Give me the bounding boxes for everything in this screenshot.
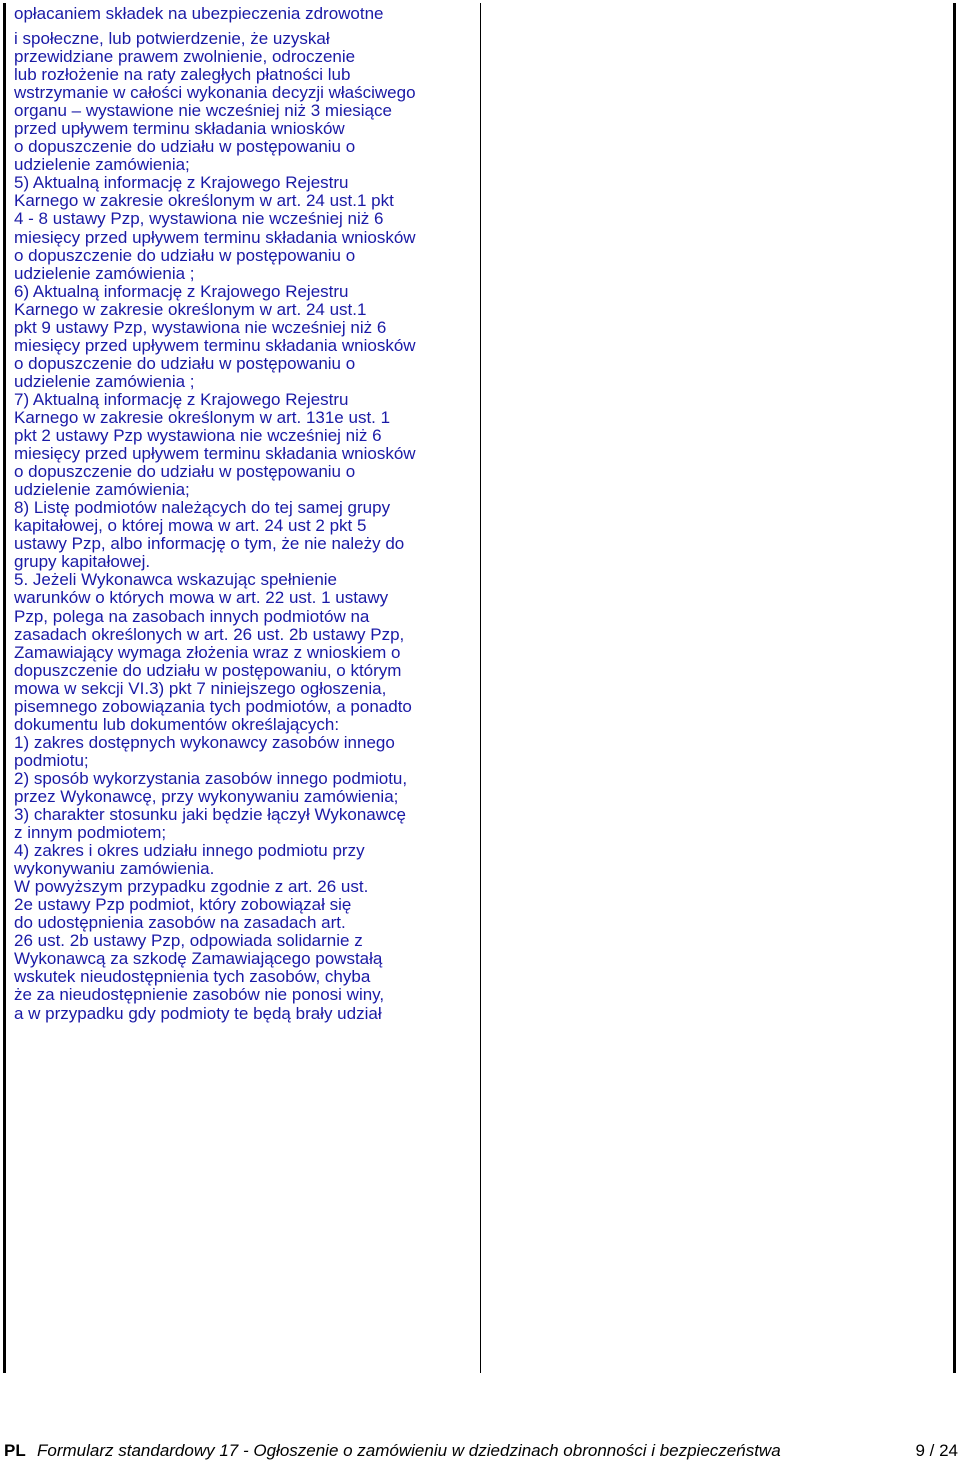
text-line: udzielenie zamówienia ; <box>14 371 195 391</box>
text-line: mowa w sekcji VI.3) pkt 7 niniejszego ogłoszenia, <box>14 678 387 698</box>
text-line: o dopuszczenie do udziału w postępowaniu o <box>14 353 356 373</box>
column-divider <box>480 3 481 1373</box>
text-line: przez Wykonawcę, przy wykonywaniu zamówienia; <box>14 786 399 806</box>
text-line: przed upływem terminu składania wniosków <box>14 119 345 139</box>
text-line: 7) Aktualną informację z Krajowego Rejestru <box>14 389 349 409</box>
first-text-line: opłacaniem składek na ubezpieczenia zdrowotne <box>14 4 384 23</box>
text-line: i społeczne, lub potwierdzenie, że uzyskał <box>14 29 330 48</box>
text-line: pisemnego zobowiązania tych podmiotów, a ponadto <box>14 696 412 716</box>
text-line: udzielenie zamówienia ; <box>14 263 195 283</box>
text-line: Zamawiający wymaga złożenia wraz z wnioskiem o <box>14 642 401 662</box>
text-line: kapitałowej, o której mowa w art. 24 ust 2 pkt 5 <box>14 516 367 536</box>
page-footer <box>4 1440 958 1462</box>
text-line: miesięcy przed upływem terminu składania wniosków <box>14 335 416 355</box>
text-line: 5. Jeżeli Wykonawca wskazując spełnienie <box>14 570 337 590</box>
text-line: zasadach określonych w art. 26 ust. 2b ustawy Pzp, <box>14 624 405 644</box>
footer-page-number: 9 / 24 <box>915 1441 958 1460</box>
footer-form-title: Formularz standardowy 17 - Ogłoszenie o zamówieniu w dziedzinach obronności i bezpieczeństwa <box>37 1441 781 1460</box>
text-line: 3) charakter stosunku jaki będzie łączył Wykonawcę <box>14 805 406 825</box>
text-line: miesięcy przed upływem terminu składania wniosków <box>14 444 416 464</box>
text-line: pkt 2 ustawy Pzp wystawiona nie wcześniej niż 6 <box>14 426 382 446</box>
text-line: organu – wystawione nie wcześniej niż 3 miesiące <box>14 101 392 121</box>
text-line: Karnego w zakresie określonym w art. 24 ust.1 pkt <box>14 191 394 211</box>
text-line: o dopuszczenie do udziału w postępowaniu o <box>14 137 356 157</box>
text-line: dopuszczenie do udziału w postępowaniu, o którym <box>14 660 402 680</box>
text-line: miesięcy przed upływem terminu składania wniosków <box>14 227 416 247</box>
right-frame-border <box>953 3 956 1373</box>
text-line: ustawy Pzp, albo informację o tym, że nie należy do <box>14 534 405 554</box>
text-line: wstrzymanie w całości wykonania decyzji właściwego <box>14 83 416 103</box>
text-line: wykonywaniu zamówienia. <box>14 859 215 879</box>
text-line: Pzp, polega na zasobach innych podmiotów na <box>14 606 370 626</box>
text-line: warunków o których mowa w art. 22 ust. 1 ustawy <box>14 588 389 608</box>
text-line: Karnego w zakresie określonym w art. 24 ust.1 <box>14 299 367 319</box>
text-line: o dopuszczenie do udziału w postępowaniu o <box>14 462 356 482</box>
text-line: do udostępnienia zasobów na zasadach art. <box>14 913 346 933</box>
text-line: Karnego w zakresie określonym w art. 131e ust. 1 <box>14 407 391 427</box>
left-frame-border <box>3 3 6 1373</box>
text-line: W powyższym przypadku zgodnie z art. 26 ust. <box>14 877 369 897</box>
text-line: a w przypadku gdy podmioty te będą brały udział <box>14 1003 382 1023</box>
text-line: pkt 9 ustawy Pzp, wystawiona nie wcześniej niż 6 <box>14 317 387 337</box>
text-line: udzielenie zamówienia; <box>14 155 190 175</box>
text-line: podmiotu; <box>14 750 89 770</box>
text-line: 2) sposób wykorzystania zasobów innego podmiotu, <box>14 768 408 788</box>
text-line: z innym podmiotem; <box>14 823 167 843</box>
text-line: że za nieudostępnienie zasobów nie ponosi winy, <box>14 985 385 1005</box>
text-line: Wykonawcą za szkodę Zamawiającego powstałą <box>14 949 383 969</box>
text-line: 6) Aktualną informację z Krajowego Rejestru <box>14 281 349 301</box>
text-line: 1) zakres dostępnych wykonawcy zasobów innego <box>14 732 395 752</box>
text-line: lub rozłożenie na raty zaległych płatności lub <box>14 65 351 85</box>
text-line: 4) zakres i okres udziału innego podmiotu przy <box>14 841 365 861</box>
text-line: wskutek nieudostępnienia tych zasobów, chyba <box>14 967 371 987</box>
text-line: 2e ustawy Pzp podmiot, który zobowiązał się <box>14 895 352 915</box>
text-line: o dopuszczenie do udziału w postępowaniu o <box>14 245 356 265</box>
form-text-block <box>14 30 479 1023</box>
text-line: 4 - 8 ustawy Pzp, wystawiona nie wcześniej niż 6 <box>14 209 384 229</box>
text-line: dokumentu lub dokumentów określających: <box>14 714 340 734</box>
text-line: 5) Aktualną informację z Krajowego Rejestru <box>14 173 349 193</box>
text-line: grupy kapitałowej. <box>14 552 151 572</box>
text-line: udzielenie zamówienia; <box>14 480 190 500</box>
text-line: 26 ust. 2b ustawy Pzp, odpowiada solidarnie z <box>14 931 363 951</box>
footer-language-code: PL <box>4 1441 26 1460</box>
text-line: przewidziane prawem zwolnienie, odroczenie <box>14 47 356 67</box>
text-line: 8) Listę podmiotów należących do tej samej grupy <box>14 498 391 518</box>
